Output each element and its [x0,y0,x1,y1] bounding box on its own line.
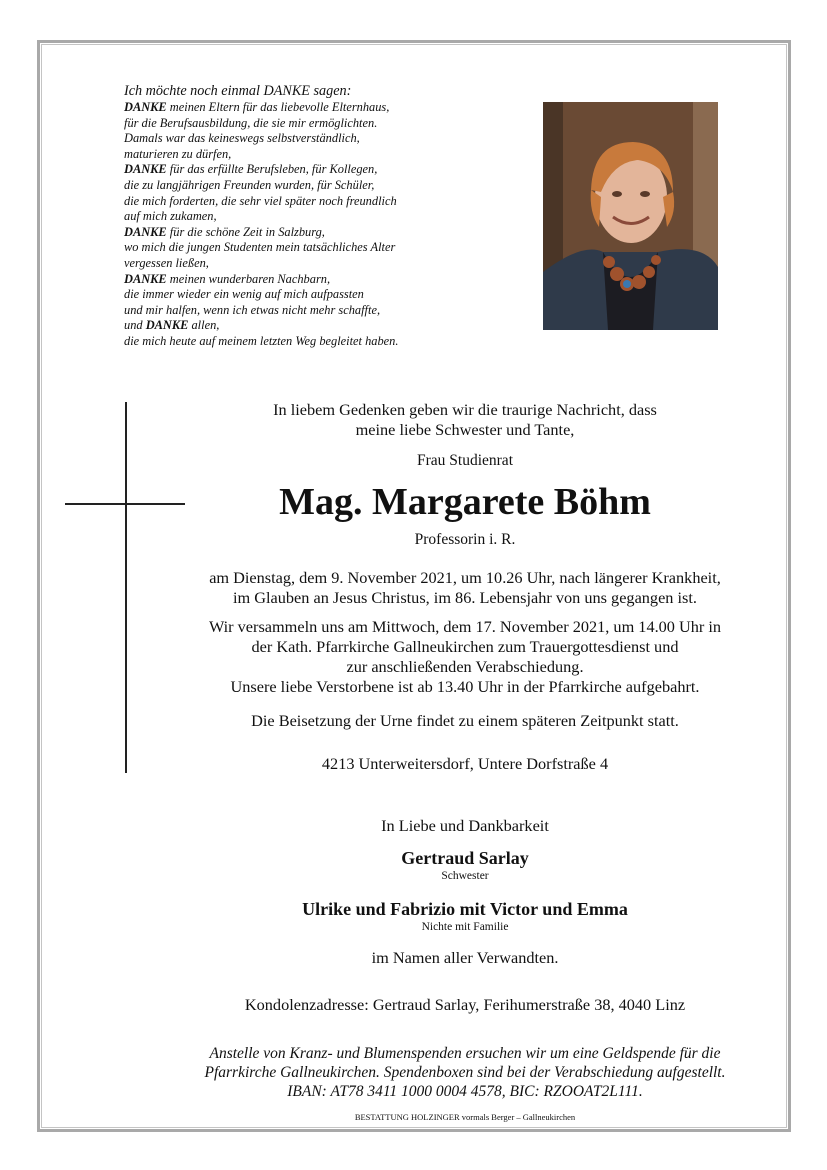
poem-line-text: die zu langjährigen Freunden wurden, für Schüler, [124,177,375,192]
poem-line [124,178,534,194]
cross-horizontal-bar [65,503,185,505]
poem-line-emphasis: DANKE [124,100,167,114]
poem-line [124,225,534,241]
poem-line [124,147,534,163]
poem-line-emphasis: DANKE [124,162,167,177]
thank-you-poem [124,82,534,350]
poem-intro: Ich möchte noch einmal DANKE sagen: [124,83,352,99]
poem-line-text: maturieren zu dürfen, [124,146,232,161]
service-line-1: Wir versammeln uns am Mittwoch, dem 17. November 2021, um 14.00 Uhr in [208,617,722,636]
poem-line-text: für das erfüllte Berufsleben, für Kollegen, [166,162,378,177]
poem-line-text: die mich forderten, die sehr viel später noch freundlich [124,193,397,208]
poem-line-text: allen, [188,318,220,333]
poem-lines [124,100,534,350]
death-line-2: im Glauben an Jesus Christus, im 86. Lebensjahr von uns gegangen ist. [233,588,697,607]
burial-notice: Die Beisetzung der Urne findet zu einem späteren Zeitpunkt statt. [251,711,679,730]
mourning-address: 4213 Unterweitersdorf, Untere Dorfstraße 4 [321,754,609,773]
donation-notice [180,1044,750,1101]
mourners-others: im Namen aller Verwandten. [371,948,559,967]
mourner-relation-2: Nichte mit Familie [421,921,509,933]
cross-vertical-bar [125,402,127,773]
poem-line-text: auf mich zukamen, [124,209,217,224]
poem-line-text: wo mich die jungen Studenten mein tatsächliches Alter [124,240,396,255]
poem-line-text: die immer wieder ein wenig auf mich aufpassten [124,287,364,302]
poem-line-emphasis: DANKE [145,318,189,333]
deceased-title: Professorin i. R. [414,531,516,548]
poem-line-text: vergessen ließen, [124,255,209,270]
poem-line [124,240,534,256]
service-line-3: zur anschließenden Verabschiedung. [346,657,584,676]
donation-line-3: IBAN: AT78 3411 1000 0004 4578, BIC: RZOOAT2L111. [287,1083,643,1100]
poem-line [124,131,534,147]
poem-line [124,116,534,132]
poem-line [124,256,534,272]
poem-line [124,100,534,116]
poem-line [124,194,534,210]
service-details [180,617,750,697]
poem-line [124,287,534,303]
deceased-name: Mag. Margarete Böhm [279,481,651,523]
poem-line [124,272,534,288]
poem-line-text: und mir halfen, wenn ich etwas nicht mehr schaffte, [124,302,381,317]
mourner-name-1: Gertraud Sarlay [401,848,529,868]
condolence-address: Kondolenzadresse: Gertraud Sarlay, Ferihumerstraße 38, 4040 Linz [244,995,686,1014]
poem-line [124,303,534,319]
service-line-4: Unsere liebe Verstorbene ist ab 13.40 Uhr in der Pfarrkirche aufgebahrt. [230,677,700,696]
donation-line-2: Pfarrkirche Gallneukirchen. Spendenboxen sind bei der Verabschiedung aufgestellt. [204,1064,726,1081]
portrait-photo [543,102,718,330]
death-line-1: am Dienstag, dem 9. November 2021, um 10.26 Uhr, nach längerer Krankheit, [209,568,721,587]
poem-line [124,334,534,350]
poem-line [124,162,534,178]
poem-line-text: für die schöne Zeit in Salzburg, [166,224,325,239]
poem-line-prefix: und [124,318,146,333]
mourner-relation-1: Schwester [441,870,489,882]
poem-line-emphasis: DANKE [124,224,167,239]
poem-line [124,318,534,334]
honorific: Frau Studienrat [417,452,513,469]
funeral-home-footer: BESTATTUNG HOLZINGER vormals Berger – Gallneukirchen [354,1112,576,1122]
mourner-name-2: Ulrike und Fabrizio mit Victor und Emma [302,899,628,919]
poem-line [124,209,534,225]
service-line-2: der Kath. Pfarrkirche Gallneukirchen zum Trauergottesdienst und [251,637,679,656]
intro-line-1: In liebem Gedenken geben wir die traurige Nachricht, dass [273,400,657,419]
poem-line-text: meinen Eltern für das liebevolle Elternhaus, [166,100,390,114]
donation-line-1: Anstelle von Kranz- und Blumenspenden ersuchen wir um eine Geldspende für die [209,1045,721,1062]
intro-line-2: meine liebe Schwester und Tante, [355,420,575,439]
poem-line-emphasis: DANKE [124,271,167,286]
poem-line-text: die mich heute auf meinem letzten Weg begleitet haben. [124,333,399,348]
poem-line-text: meinen wunderbaren Nachbarn, [166,271,331,286]
announcement-intro [180,400,750,440]
death-notice [180,568,750,608]
poem-line-text: für die Berufsausbildung, die sie mir ermöglichten. [124,115,378,130]
mourners-intro: In Liebe und Dankbarkeit [381,816,549,835]
poem-line-text: Damals war das keineswegs selbstverständlich, [124,131,360,146]
